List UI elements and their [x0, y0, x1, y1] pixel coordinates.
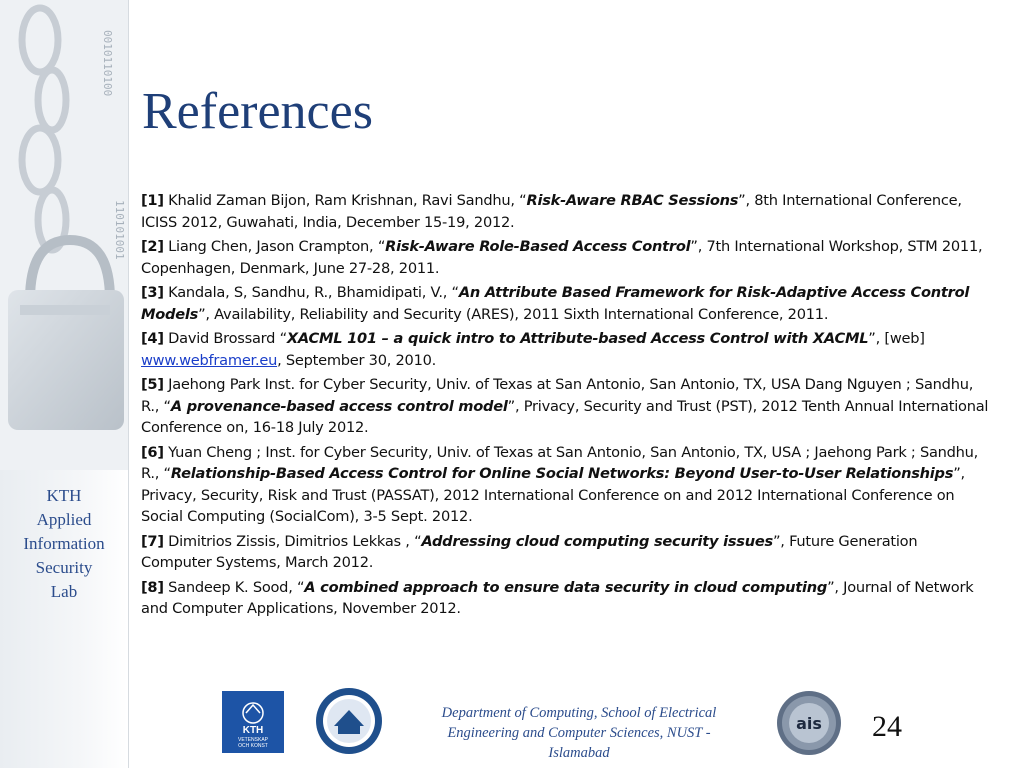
reference-source: ”, 7th International Workshop, STM 2011, Copenhagen, Denmark, June 27-28, 2011. — [141, 238, 983, 277]
reference-source: ”, Privacy, Security and Trust (PST), 2012 Tenth Annual International Conference on, 16-18 July 2012. — [141, 397, 989, 436]
svg-text:110101001: 110101001 — [113, 200, 126, 260]
department-caption — [408, 703, 750, 763]
reference-source: ”, Availability, Reliability and Security (ARES), 2011 Sixth International Conference, 2011. — [198, 305, 829, 323]
reference-authors: Khalid Zaman Bijon, Ram Krishnan, Ravi Sandhu, “ — [163, 192, 527, 209]
nust-logo — [314, 686, 384, 756]
reference-item — [141, 531, 991, 574]
reference-source: ”, Privacy, Security, Risk and Trust (PASSAT), 2012 International Conference on and 2012 International Conference on Social Computing (SocialCom), 3-5 Sept. 2012. — [141, 465, 965, 525]
reference-authors: Kandala, S, Sandhu, R., Bhamidipati, V., “ — [163, 284, 459, 301]
reference-title: Risk-Aware RBAC Sessions — [526, 192, 739, 209]
reference-item — [141, 190, 991, 233]
side-label-line: KTH — [46, 486, 82, 505]
reference-authors: Sandeep K. Sood, “ — [163, 578, 305, 596]
department-line: Department of Computing, School of Electrical — [441, 705, 717, 721]
reference-authors: Jaehong Park Inst. for Cyber Security, Univ. of Texas at San Antonio, San Antonio, TX, USA Dang Nguyen ; Sandhu, R., “ — [141, 376, 974, 415]
ais-logo — [776, 690, 842, 756]
side-label-line: Information — [23, 534, 105, 553]
reference-number: [2] — [141, 238, 164, 255]
kth-logo-subtext: VETENSKAP — [237, 737, 269, 743]
reference-number: [5] — [141, 376, 164, 393]
reference-source: ”, 8th International Conference, ICISS 2012, Guwahati, India, December 15-19, 2012. — [141, 192, 962, 231]
side-label-line: Lab — [50, 582, 78, 601]
kth-logo-text: KTH — [242, 725, 264, 736]
reference-number: [4] — [141, 330, 164, 347]
strip-divider — [128, 0, 129, 768]
reference-source: ”, [web] — [868, 330, 925, 347]
reference-number: [7] — [141, 532, 164, 550]
reference-title: A combined approach to ensure data security in cloud computing — [304, 578, 828, 596]
webframer-link[interactable]: www.webframer.eu — [141, 351, 278, 369]
reference-item — [141, 282, 991, 325]
reference-authors: Yuan Cheng ; Inst. for Cyber Security, Univ. of Texas at San Antonio, San Antonio, TX, USA ; Jaehong Park ; Sandhu, R., “ — [141, 443, 979, 482]
reference-authors: Liang Chen, Jason Crampton, “ — [163, 238, 386, 255]
reference-item — [141, 236, 991, 279]
page-number: 24 — [872, 710, 902, 743]
kth-logo-subtext: OCH KONST — [238, 743, 268, 749]
reference-title: Addressing cloud computing security issues — [421, 532, 773, 550]
left-decorative-strip — [0, 0, 128, 768]
reference-title: Relationship-Based Access Control for Online Social Networks: Beyond User-to-User Relationships — [170, 465, 954, 482]
reference-number: [1] — [141, 192, 164, 209]
reference-number: [3] — [141, 284, 164, 301]
reference-list — [141, 190, 991, 623]
slide-title: References — [142, 83, 373, 140]
padlock-chain-image — [0, 0, 128, 470]
reference-authors: Dimitrios Zissis, Dimitrios Lekkas , “ — [163, 532, 422, 550]
reference-item — [141, 328, 991, 371]
svg-text:0010110100: 0010110100 — [101, 30, 114, 97]
kth-logo — [222, 691, 284, 753]
reference-item — [141, 442, 991, 528]
reference-source: ”, Future Generation Computer Systems, March 2012. — [141, 532, 918, 571]
department-line: Engineering and Computer Sciences, NUST - — [447, 725, 711, 741]
reference-title: An Attribute Based Framework for Risk-Adaptive Access Control Models — [141, 284, 970, 323]
ais-logo-text: ais — [796, 714, 822, 733]
side-label-line: Security — [35, 558, 93, 577]
reference-date: , September 30, 2010. — [277, 351, 437, 369]
reference-item — [141, 577, 991, 620]
reference-item — [141, 374, 991, 439]
reference-authors: David Brossard “ — [163, 330, 287, 347]
side-label-line: Applied — [36, 510, 92, 529]
reference-number: [8] — [141, 578, 164, 596]
reference-title: XACML 101 – a quick intro to Attribute-based Access Control with XACML — [286, 330, 869, 347]
reference-number: [6] — [141, 443, 164, 461]
reference-title: A provenance-based access control model — [170, 397, 508, 415]
reference-source: ”, Journal of Network and Computer Applications, November 2012. — [141, 578, 974, 617]
side-label — [4, 484, 124, 604]
reference-title: Risk-Aware Role-Based Access Control — [385, 238, 691, 255]
department-line: Islamabad — [548, 745, 610, 761]
